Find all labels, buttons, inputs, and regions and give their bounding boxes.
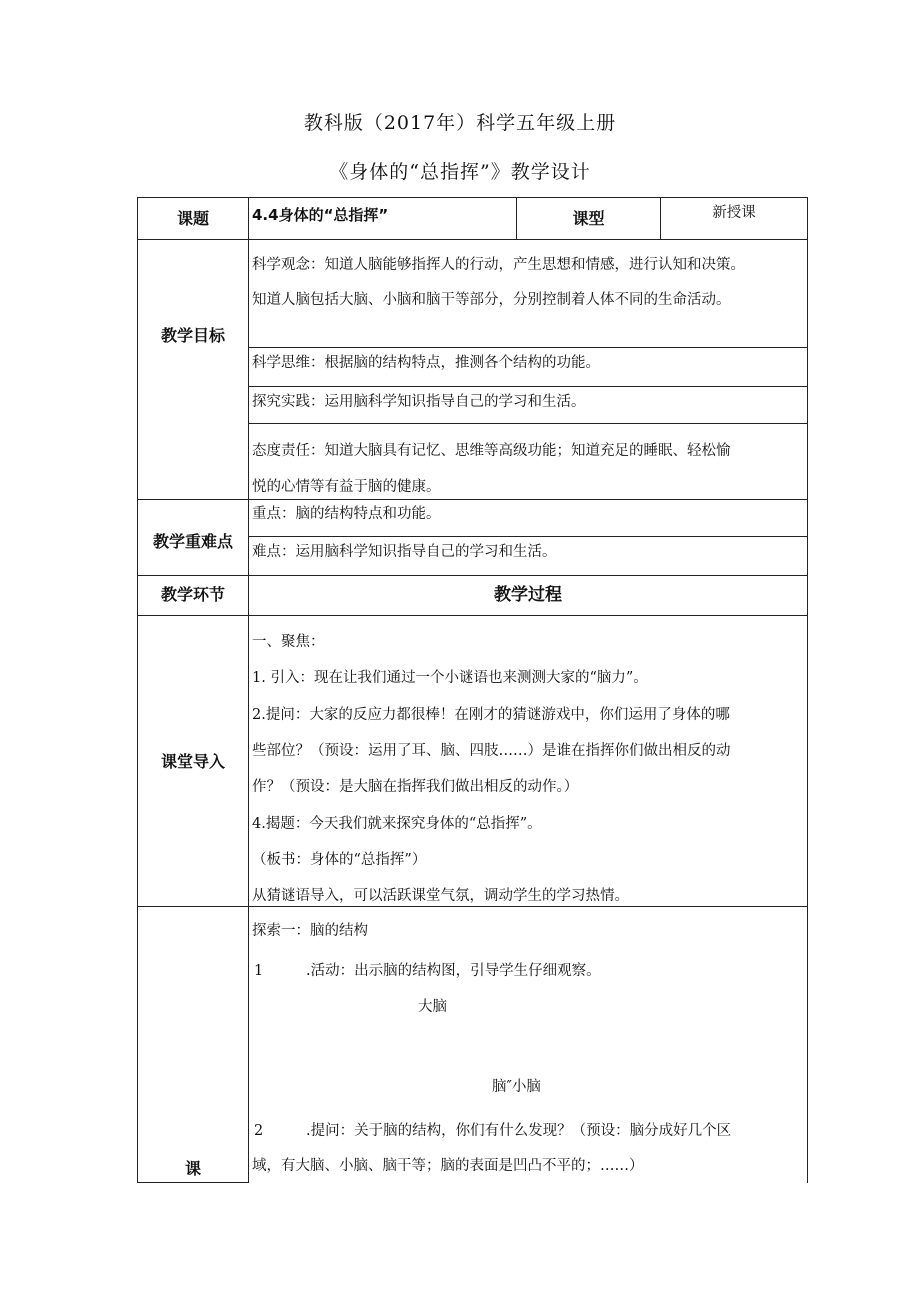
- teaching-stage-header: 教学环节: [160, 585, 225, 604]
- goal-attitude-line1: 态度责任：知道大脑具有记忆、思维等高级功能；知道充足的睡眠、轻松愉: [252, 443, 731, 459]
- table-border-right: [807, 197, 808, 1183]
- row-divider: [137, 239, 808, 240]
- explore-label: 课: [184, 1159, 201, 1178]
- intro-line: 2.提问：大家的反应力都很棒！在刚才的猜谜游戏中，你们运用了身体的哪: [252, 707, 730, 723]
- explore-step2-text-cont: 域，有大脑、小脑、脑干等；脑的表面是凹凸不平的；……）: [252, 1158, 644, 1174]
- table-border-bottom-left: [137, 1182, 249, 1183]
- column-divider: [248, 197, 249, 1183]
- goal-inquiry-practice: 探究实践：运用脑科学知识指导自己的学习和生活。: [252, 394, 586, 410]
- intro-line: 4.揭题：今天我们就来探究身体的“总指挥”。: [252, 816, 542, 832]
- topic-label: 课题: [176, 209, 209, 228]
- figure-label-cerebellum: 脑″小脑: [492, 1079, 541, 1095]
- topic-value: 4.4身体的“总指挥”: [252, 206, 389, 224]
- row-divider: [137, 575, 808, 576]
- goal-science-concept-line1: 科学观念：知道人脑能够指挥人的行动，产生思想和情感，进行认知和决策。: [252, 257, 745, 273]
- document-subtitle: 《身体的“总指挥”》教学设计: [329, 161, 591, 183]
- explore-step2-text: .提问：关于脑的结构，你们有什么发现？（预设：脑分成好几个区: [306, 1123, 732, 1139]
- key-point: 重点：脑的结构特点和功能。: [252, 506, 441, 522]
- intro-line: 一、聚焦：: [252, 634, 325, 650]
- row-divider: [137, 615, 808, 616]
- row-divider: [248, 347, 808, 348]
- intro-line: （板书：身体的“总指挥”）: [252, 852, 427, 868]
- goal-science-thinking: 科学思维：根据脑的结构特点，推测各个结构的功能。: [252, 355, 600, 371]
- table-border-top: [137, 197, 808, 198]
- row-divider: [137, 906, 808, 907]
- figure-label-cerebrum: 大脑: [418, 999, 447, 1015]
- row-divider: [248, 423, 808, 424]
- lesson-type-label: 课型: [572, 209, 605, 228]
- teaching-process-header: 教学过程: [494, 585, 562, 605]
- row-divider: [248, 386, 808, 387]
- intro-line: 些部位？（预设：运用了耳、脑、四肢……）是谁在指挥你们做出相反的动: [252, 743, 731, 759]
- explore-heading: 探索一：脑的结构: [252, 923, 368, 939]
- lesson-type-value: 新授课: [712, 205, 756, 221]
- intro-line: 从猜谜语导入，可以活跃课堂气氛，调动学生的学习热情。: [252, 888, 629, 904]
- intro-line: 作？（预设：是大脑在指挥我们做出相反的动作。）: [252, 779, 579, 795]
- explore-step1-text: .活动：出示脑的结构图，引导学生仔细观察。: [306, 963, 601, 979]
- goal-science-concept-line2: 知道人脑包括大脑、小脑和脑干等部分，分别控制着人体不同的生命活动。: [252, 292, 731, 308]
- intro-line: 1. 引入：现在让我们通过一个小谜语也来测测大家的“脑力”。: [252, 670, 648, 686]
- difficulty-point: 难点：运用脑科学知识指导自己的学习和生活。: [252, 544, 557, 560]
- key-points-label: 教学重难点: [152, 532, 233, 551]
- row-divider: [248, 536, 808, 537]
- goal-attitude-line2: 悦的心情等有益于脑的健康。: [252, 479, 441, 495]
- goals-label: 教学目标: [160, 326, 225, 345]
- explore-step2-number: 2: [254, 1123, 264, 1139]
- document-title: 教科版（2017年）科学五年级上册: [303, 112, 617, 134]
- row-divider: [137, 499, 808, 500]
- intro-label: 课堂导入: [160, 752, 225, 771]
- explore-step1-number: 1: [254, 963, 264, 979]
